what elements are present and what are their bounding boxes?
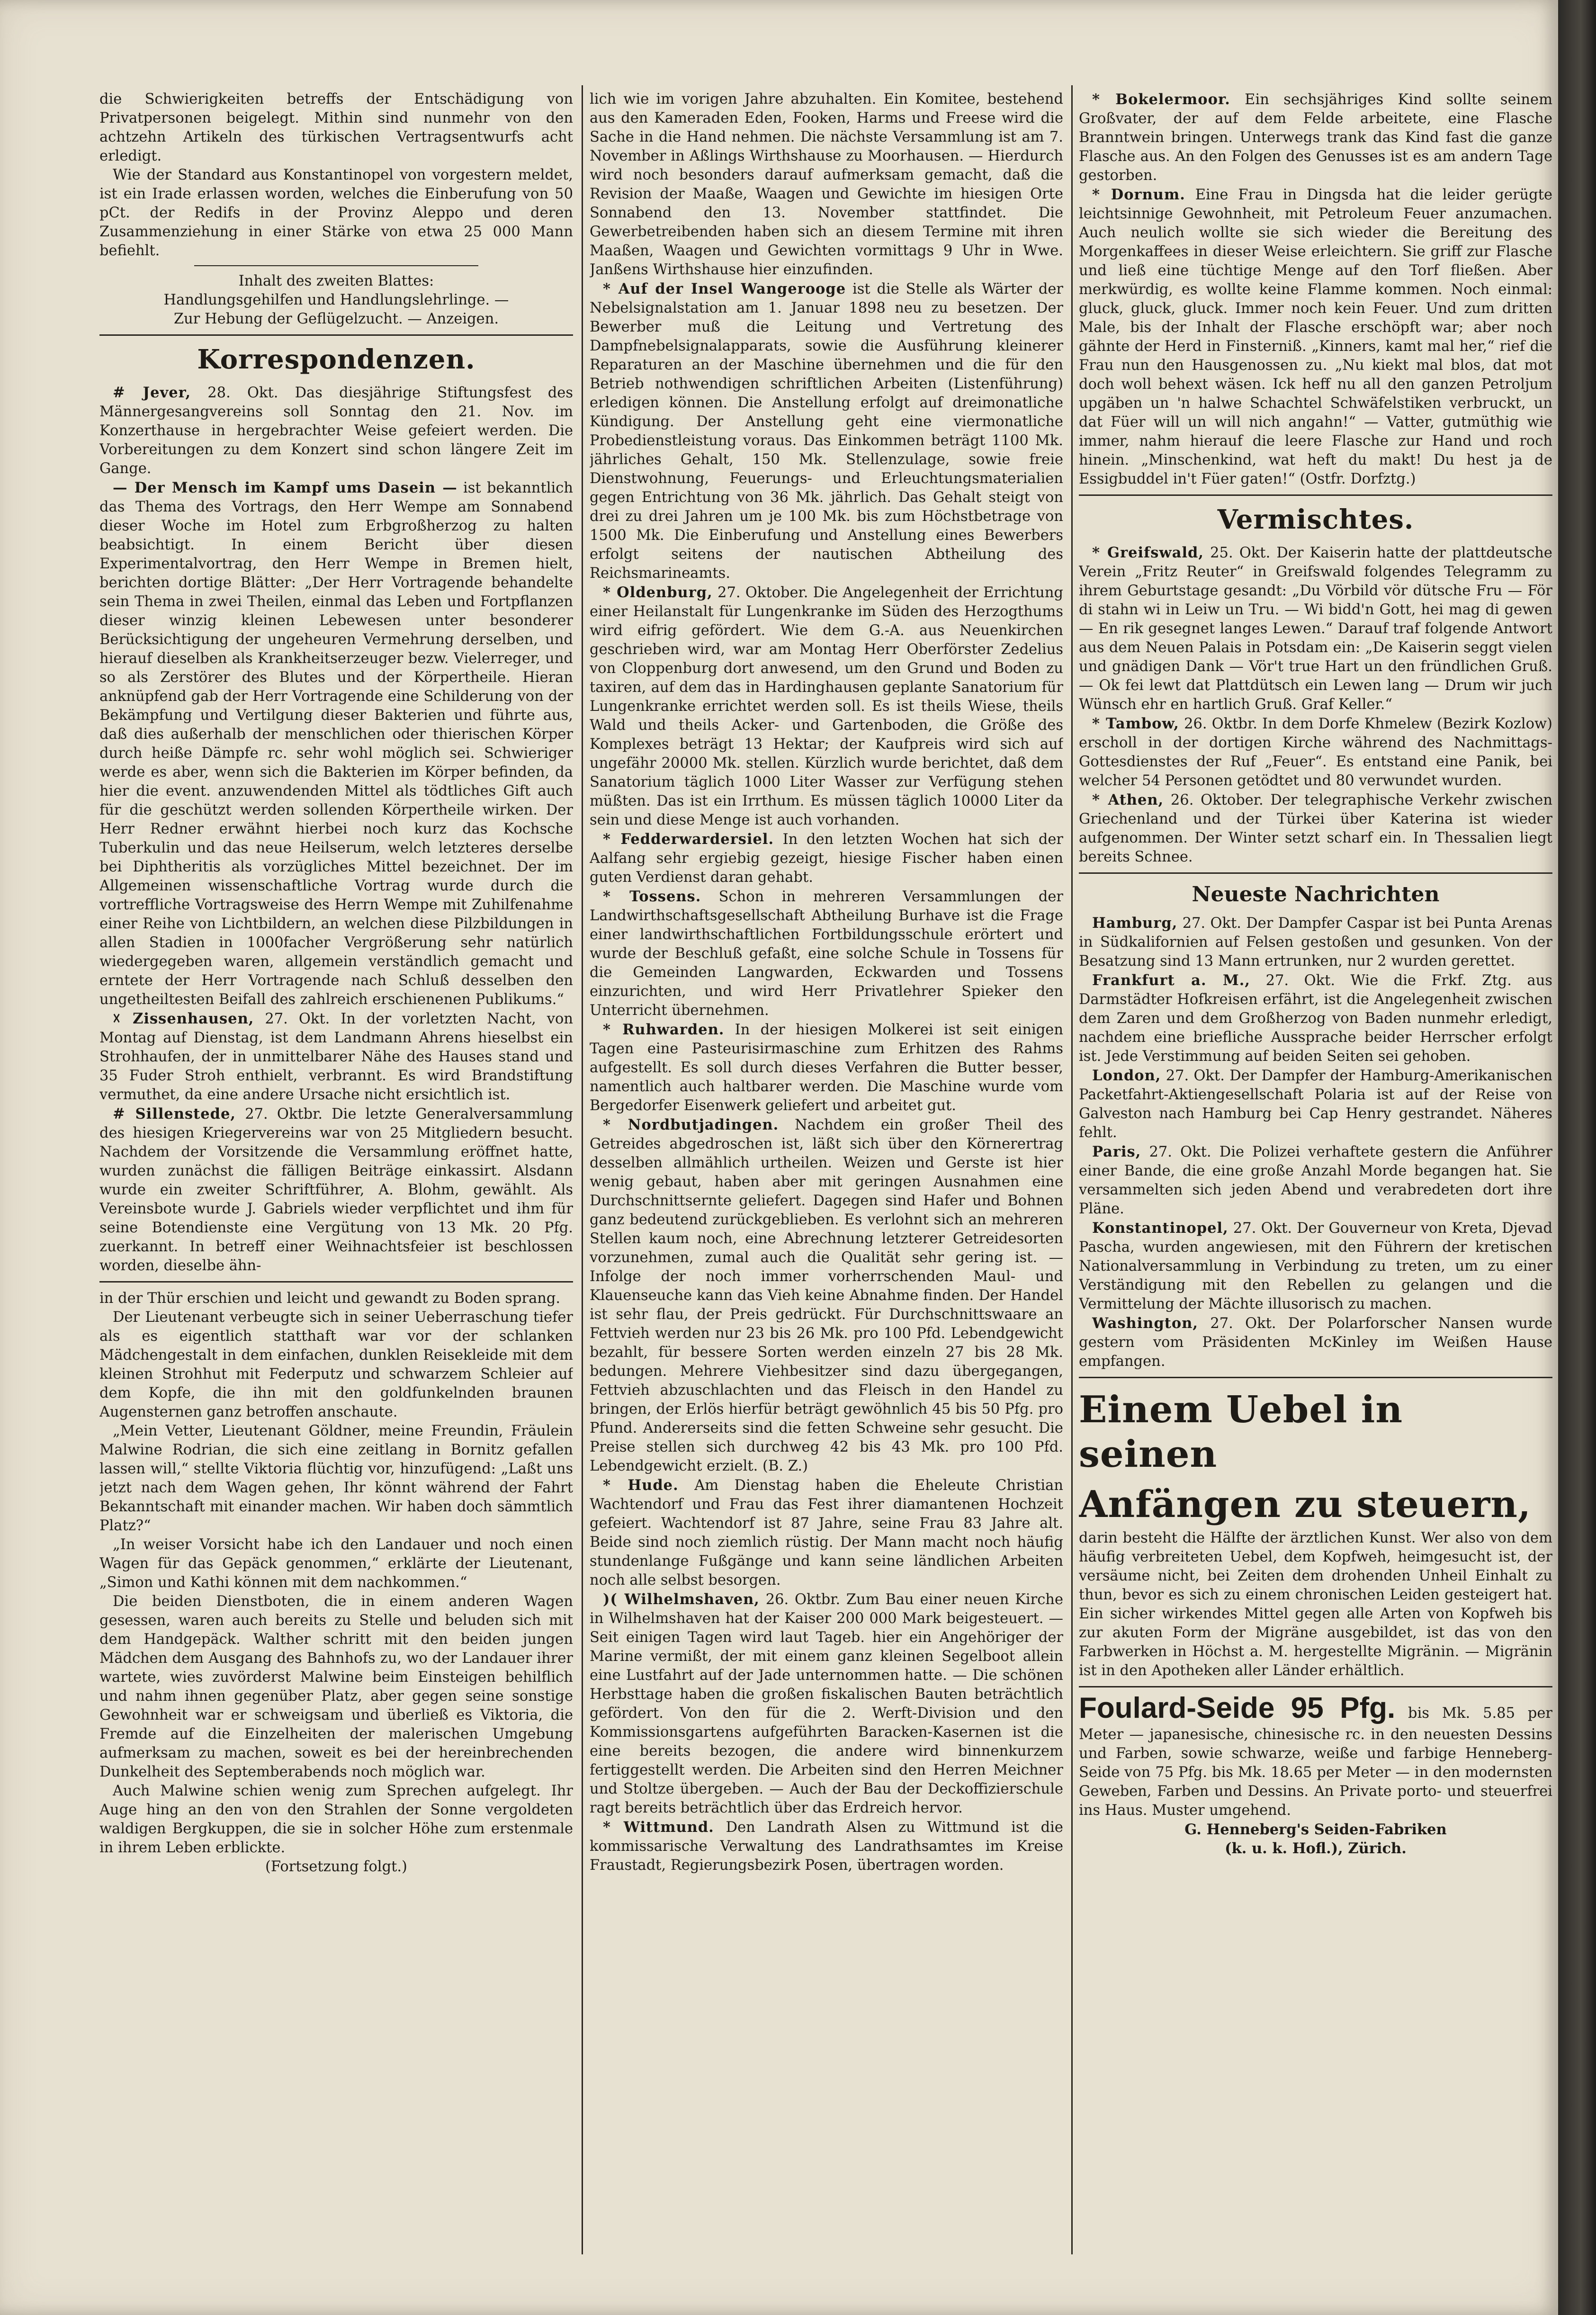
news-item: * Ruhwarden. In der hiesigen Molkerei ist seit einigen Tagen eine Pasteurisirmaschine zum Erhitzen des Rahms aufgestellt. Es soll durch dieses Verfahren die Butter besser, namentlich auch haltbarer werden. Die Maschine wurde vom Bergedorfer Eisenwerk geliefert und arbeitet gut. xyxy=(590,1021,1063,1114)
advertisement-foulard-seide xyxy=(1079,1686,1552,1858)
news-item: Hamburg, 27. Okt. Der Dampfer Caspar ist bei Punta Arenas in Südkalifornien auf Felsen gestoßen und gesunken. Von der Besatzung sind 13 Mann ertrunken, nur 2 wurden gerettet. xyxy=(1079,915,1552,969)
dateline: * Oldenburg, xyxy=(603,584,713,601)
news-item: * Dornum. Eine Frau in Dingsda hat die leider gerügte leichtsinnige Gewohnheit, mit Petroleum Feuer anzumachen. Auch neulich wollte sie sich wieder die Bereitung des Morgenkaffees in dieser Weise erleichtern. Sie griff zur Flasche und ließ eine tüchtige Menge auf den Torf fließen. Aber merkwürdig, es wollte keine Flamme kommen. Noch einmal: gluck, gluck, gluck. Immer noch kein Feuer. Und zum dritten Male, bis der Inhalt der Flasche erschöpft war; aber noch gähnte der Herd in Finsterniß. „Kinners, kamt mal her,“ rief die Frau nun den Hausgenossen zu. „Nu kiekt mal blos, dat mot doch woll behext wäsen. Ick heff nu all den ganzen Petroljum upgäben un 'n halwe Schachtel Schwäfelstiken verbruckt, un dat Füer will un will nich angahn!“ — Vatter, gutmüthig wie immer, nahm hierauf die leere Flasche zur Hand und roch hinein. „Minschenkind, wat heft du makt! Du hest ja de Essigbuddel in't Füer gaten!“ (Ostfr. Dorfztg.) xyxy=(1079,186,1552,487)
divider xyxy=(99,334,573,336)
dateline: * Hude. xyxy=(603,1477,679,1494)
dateline: # Jever, xyxy=(113,384,191,401)
ad-headline: Einem Uebel in seinen xyxy=(1079,1388,1403,1476)
article-paragraph: die Schwierigkeiten betreffs der Entschädigung von Privatpersonen beigelegt. Mithin sind nunmehr von den achtzehn Artikeln des türkischen Vertragsentwurfs acht erledigt. xyxy=(99,91,573,164)
dateline: * Dornum. xyxy=(1092,186,1185,203)
column-rule xyxy=(1071,85,1073,2254)
news-item: * Nordbutjadingen. Nachdem ein großer Theil des Getreides abgedroschen ist, läßt sich über den Körnerertrag desselben allmählich urtheilen. Weizen und Gerste ist hier wenig gebaut, haben aber mit geringen Ausnahmen eine Durchschnittsernte geliefert. Dagegen sind Hafer und Bohnen ganz bedeutend zurückgeblieben. Es verlohnt sich an mehreren Stellen kaum noch, eine Abrechnung letzterer Getreidesorten vorzunehmen, zumal auch die Qualität sehr gering ist. — Infolge der noch immer vorherrschenden Maul- und Klauenseuche kann das Vieh keine Abnahme finden. Der Handel ist sehr flau, der Preis gedrückt. Für Durchschnittswaare an Fettvieh werden nur 23 bis 26 Mk. pro 100 Pfd. Lebendgewicht bezahlt, für bessere Sorten werden einzeln 27 bis 28 Mk. bedungen. Mehrere Viehbesitzer sind dazu übergegangen, Fettvieh abzuschlachten und das Fleisch in den Handel zu bringen, der Erlös hierfür beträgt gewöhnlich 45 bis 50 Pfg. pro Pfund. Andererseits sind die fetten Schweine sehr gesucht. Die Preise stellen sich durchweg 42 bis 43 Mk. pro 100 Pfd. Lebendgewicht erzielt. (B. Z.) xyxy=(590,1116,1063,1474)
news-item: * Auf der Insel Wangerooge ist die Stelle als Wärter der Nebelsignalstation am 1. Januar 1898 neu zu besetzen. Der Bewerber muß die Leitung und Vertretung des Dampfnebelsignalapparats, sowie die Ausführung kleinerer Reparaturen an der Maschine übernehmen und die für den Betrieb nothwendigen schriftlichen Arbeiten (Listenführung) erledigen können. Die Anstellung erfolgt auf dreimonatliche Kündigung. Der Anstellung geht eine viermonatliche Probedienstleistung voraus. Das Einkommen beträgt 1100 Mk. jährliches Gehalt, 150 Mk. Stellenzulage, sowie freie Dienstwohnung, Feuerungs- und Erleuchtungsmaterialien gegen Entrichtung von 36 Mk. jährlich. Das Gehalt steigt von drei zu drei Jahren um je 100 Mk. bis zum Höchstbetrage von 1500 Mk. Die Einberufung und Anstellung eines Bewerbers erfolgt seitens der nautischen Abtheilung des Reichsmarineamts. xyxy=(590,280,1063,582)
news-item: * Tambow, 26. Oktbr. In dem Dorfe Khmelew (Bezirk Kozlow) erscholl in der dortigen Kirche während des Nachmittags-Gottesdienstes der Ruf „Feuer“. Es entstand eine Panik, bei welcher 54 Personen getödtet und 80 verwundet wurden. xyxy=(1079,715,1552,789)
dateline: # Sillenstede, xyxy=(113,1105,236,1122)
column-right xyxy=(1079,90,1552,2250)
serial-paragraph: Die beiden Dienstboten, die in einem anderen Wagen gesessen, waren auch bereits zu Stelle und beluden sich mit dem Handgepäck. Walther schritt mit den beiden jungen Mädchen dem Ausgang des Bahnhofs zu, wo der Landauer ihrer wartete, wies zuvörderst Malwine beim Einsteigen behilflich und nahm ihnen gegenüber Platz, aber gegen seine sonstige Gewohnheit war er schweigsam und überließ es Viktoria, die Fremde auf die Einzelheiten der malerischen Umgebung aufmerksam zu machen, soweit es bei der hereinbrechenden Dunkelheit des Septemberabends noch möglich war. xyxy=(99,1593,573,1780)
divider xyxy=(194,265,478,266)
news-item: * Bokelermoor. Ein sechsjähriges Kind sollte seinem Großvater, der auf dem Felde arbeitete, eine Flasche Branntwein bringen. Unterwegs trank das Kind fast die ganze Flasche aus. An den Folgen des Genusses ist es am andern Tage gestorben. xyxy=(1079,91,1552,184)
contents-title: Inhalt des zweiten Blattes: xyxy=(238,273,434,289)
advertisement-migraenin xyxy=(1079,1377,1552,1680)
ad-body: bis Mk. 5.85 per Meter — japanesische, chinesische rc. in den neuesten Dessins und Farben, sowie schwarze, weiße und farbige Henneberg-Seide von 75 Pfg. bis Mk. 18.65 per Meter — in den modernsten Geweben, Farben und Dessins. An Private porto- und steuerfrei ins Haus. Muster umgehend. xyxy=(1079,1705,1552,1819)
dateline: * Nordbutjadingen. xyxy=(603,1116,779,1133)
article-paragraph: lich wie im vorigen Jahre abzuhalten. Ein Komitee, bestehend aus den Kameraden Eden, Fooken, Harms und Freese wird die Sache in die Hand nehmen. Die nächste Versammlung ist am 7. November in Aßlings Wirthshause zu Moorhausen. — Hierdurch wird noch besonders darauf aufmerksam gemacht, daß die Revision der Maaße, Waagen und Gewichte im hiesigen Orte Sonnabend den 13. November stattfindet. Die Gewerbetreibenden haben sich an diesem Termine mit ihren Maaßen, Waagen und Gewichten vormittags 9 Uhr in Wwe. Janßens Wirthshause hier einzufinden. xyxy=(590,91,1063,278)
dateline: Konstantinopel, xyxy=(1092,1220,1228,1237)
divider xyxy=(1079,494,1552,496)
news-item: London, 27. Okt. Der Dampfer der Hamburg-Amerikanischen Packetfahrt-Aktiengesellschaft Polaria ist auf der Reise von Galveston nach Hamburg bei Cap Henry gestrandet. Näheres fehlt. xyxy=(1079,1067,1552,1141)
news-item: Washington, 27. Okt. Der Polarforscher Nansen wurde gestern vom Präsidenten McKinley im Weißen Hause empfangen. xyxy=(1079,1315,1552,1370)
ad-firm: G. Henneberg's Seiden-Fabriken xyxy=(1184,1821,1447,1838)
dateline: — Der Mensch im Kampf ums Dasein — xyxy=(113,479,457,496)
dateline: Paris, xyxy=(1092,1143,1141,1160)
dateline: Hamburg, xyxy=(1092,915,1178,932)
ad-headline: Anfängen zu steuern, xyxy=(1079,1483,1532,1526)
contents-line: Handlungsgehilfen und Handlungslehrlinge. — xyxy=(163,292,509,308)
dateline: * Fedderwardersiel. xyxy=(603,831,774,848)
news-item: * Tossens. Schon in mehreren Versammlungen der Landwirthschaftsgesellschaft Abtheilung Burhave ist die Frage einer landwirthschaftlichen Fortbildungsschule erörtert und wurde der Beschluß gefaßt, eine solche Schule in Tossens für die Gemeinden Langwarden, Eckwarden und Tossens einzurichten, und wird Herr Privatlehrer Spieker den Unterricht übernehmen. xyxy=(590,888,1063,1019)
dateline: * Greifswald, xyxy=(1092,544,1204,561)
serial-paragraph: in der Thür erschien und leicht und gewandt zu Boden sprang. xyxy=(99,1290,561,1307)
news-item: * Athen, 26. Oktober. Der telegraphische Verkehr zwischen Griechenland und der Türkei über Katerina ist wieder aufgenommen. Der Winter setzt scharf ein. In Thessalien liegt bereits Schnee. xyxy=(1079,791,1552,865)
news-item: * Oldenburg, 27. Oktober. Die Angelegenheit der Errichtung einer Heilanstalt für Lungenkranke im Süden des Herzogthums wird eifrig gefördert. Wie dem G.-A. aus Neuenkirchen geschrieben wird, war am Montag Herr Oberförster Zedelius von Cloppenburg dort anwesend, um den Grund und Boden zu taxiren, auf dem das in Hardinghausen geplante Sanatorium für Lungenkranke errichtet werden soll. Es ist theils Wiese, theils Wald und theils Acker- und Gartenboden, die Größe des Komplexes beträgt 13 Hektar; der Kaufpreis wird sich auf ungefähr 20000 Mk. stellen. Kürzlich wurde berichtet, daß dem Sanatorium täglich 1000 Liter Wasser zur Verfügung stehen müßten. Das ist ein Irrthum. Es müssen täglich 10000 Liter da sein und diese Menge ist auch vorhanden. xyxy=(590,584,1063,828)
section-heading-vermischtes: Vermischtes. xyxy=(1217,504,1414,535)
news-item: # Sillenstede, 27. Oktbr. Die letzte Generalversammlung des hiesigen Kriegervereins war von 25 Mitgliedern besucht. Nachdem der Vorsitzende die Versammlung eröffnet hatte, wurden zunächst die fälligen Beiträge einkassirt. Alsdann wurde ein zweiter Schriftführer, A. Blohm, gewählt. Als Vereinsbote wurde J. Gabriels wieder verpflichtet und ihm für seine Botendienste eine Vergütung von 13 Mk. 20 Pfg. zuerkannt. In betreff einer Weihnachtsfeier ist beschlossen worden, dieselbe ähn- xyxy=(99,1105,573,1274)
dateline: Frankfurt a. M., xyxy=(1092,972,1251,989)
dateline: * Tossens. xyxy=(603,888,701,905)
news-item: Konstantinopel, 27. Okt. Der Gouverneur von Kreta, Djevad Pascha, wurden angewiesen, mit den Führern der kretischen Nationalversammlung in Verbindung zu treten, um zu einer Verständigung mit den Rebellen zu gelangen und die Vermittelung der Mächte illusorisch zu machen. xyxy=(1079,1220,1552,1312)
dateline: ☓ Zissenhausen, xyxy=(113,1010,254,1027)
dateline: * Ruhwarden. xyxy=(603,1021,725,1038)
news-item: * Fedderwardersiel. In den letzten Wochen hat sich der Aalfang sehr ergiebig gezeigt, hiesige Fischer haben einen guten Verdienst daran gehabt. xyxy=(590,831,1063,886)
dateline: * Auf der Insel Wangerooge xyxy=(603,280,846,297)
column-middle xyxy=(590,90,1063,2250)
dateline: * Wittmund. xyxy=(603,1819,714,1836)
news-item: )( Wilhelmshaven, 26. Oktbr. Zum Bau einer neuen Kirche in Wilhelmshaven hat der Kaiser 200 000 Mark beigesteuert. — Seit einigen Tagen wird laut Tageb. hier ein Angehöriger der Marine vermißt, der mit einem ganz kleinen Segelboot allein eine Lustfahrt auf der Jade unternommen hatte. — Die schönen Herbsttage haben die großen fiskalischen Bauten beträchtlich gefördert. Von den für die 2. Werft-Division und den Kommissionsgartens aufgeführten Baracken-Kasernen ist die eine bereits bezogen, die andere wird binnenkurzem fertiggestellt werden. Die Arbeiten sind den Herren Meichner und Stoltze übergeben. — Auch der Bau der Deckoffizierschule ragt bereits beträchtlich über das Erdreich hervor. xyxy=(590,1591,1063,1816)
divider xyxy=(1079,872,1552,874)
dateline: )( Wilhelmshaven, xyxy=(603,1591,760,1608)
news-item: * Greifswald, 25. Okt. Der Kaiserin hatte der plattdeutsche Verein „Fritz Reuter“ in Greifswald folgendes Telegramm zu ihrem Geburtstage gesandt: „Du Vörbild vör dütsche Fru — För di stahn wi in Leiw un Tru. — Wi bidd'n Gott, hei mag di gewen — En rik gesegnet langes Lewen.“ Darauf traf folgende Antwort aus dem Neuen Palais in Potsdam ein: „De Kaiserin seggt vielen und gnädigen Dank — Vör't true Hart un den fründlichen Gruß. — Ok fei lewt dat Plattdütsch ein Lewen lang — Drum wir juch Wünsch ehr en hartlich Gruß. Graf Keller.“ xyxy=(1079,544,1552,713)
section-heading-korrespondenzen: Korrespondenzen. xyxy=(197,344,475,375)
serial-paragraph: Der Lieutenant verbeugte sich in seiner Ueberraschung tiefer als es eigentlich statthaft war vor der schlanken Mädchengestalt in dem einfachen, dunklen Reisekleide mit dem kleinen Strohhut mit Federputz und schwarzem Schleier auf dem Kopfe, die ihn mit den goldfunkelnden braunen Augensternen ganz betroffen anschaute. xyxy=(99,1309,573,1420)
continuation-note: (Fortsetzung folgt.) xyxy=(265,1858,407,1875)
news-item: ☓ Zissenhausen, 27. Okt. In der vorletzten Nacht, von Montag auf Dienstag, ist dem Landmann Ahrens hieselbst ein Strohhaufen, der in unmittelbarer Nähe des Hauses stand und 35 Fuder Stroh enthielt, verbrannt. Es wird Brandstiftung vermuthet, da eine andere Ursache nicht ersichtlich ist. xyxy=(99,1010,573,1103)
news-item: # Jever, 28. Okt. Das diesjährige Stiftungsfest des Männergesangvereins soll Sonntag den 21. Nov. im Konzerthause in hergebrachter Weise gefeiert werden. Die Vorbereitungen zu dem Konzert sind schon längere Zeit im Gange. xyxy=(99,384,573,477)
book-edge xyxy=(1558,0,1596,2315)
column-left xyxy=(99,90,573,2250)
serial-paragraph: „Mein Vetter, Lieutenant Göldner, meine Freundin, Fräulein Malwine Rodrian, die sich eine zeitlang in Bornitz gefallen lassen will,“ stellte Viktoria flüchtig vor, hinzufügend: „Laßt uns jetzt nach dem Wagen gehen, Ihr könnt während der Fahrt Bekanntschaft mit einander machen. Wir haben doch sämmtlich Platz?“ xyxy=(99,1423,573,1534)
news-item: * Wittmund. Den Landrath Alsen zu Wittmund ist die kommissarische Verwaltung des Landrathsamtes im Kreise Fraustadt, Regierungsbezirk Posen, übertragen worden. xyxy=(590,1819,1063,1874)
dateline: * Athen, xyxy=(1092,791,1164,808)
ad-body: darin besteht die Hälfte der ärztlichen Kunst. Wer also von dem häufig verbreiteten Uebel, dem Kopfweh, heimgesucht ist, der versäume nicht, bei Zeiten dem drohenden Unheil Einhalt zu thun, bevor es sich zu einem chronischen Leiden gesteigert hat. Ein sicher wirkendes Mittel gegen alle Arten von Kopfweh bis zur akuten Form der Migräne ausgebildet, ist das von den Farbwerken in Höchst a. M. hergestellte Migränin. — Migränin ist in den Apotheken aller Länder erhältlich. xyxy=(1079,1530,1552,1679)
news-item: * Hude. Am Dienstag haben die Eheleute Christian Wachtendorf und Frau das Fest ihrer diamantenen Hochzeit gefeiert. Wachtendorf ist 87 Jahre, seine Frau 83 Jahre alt. Beide sind noch ziemlich rüstig. Der Mann macht noch häufig stundenlange Fußgänge und kann seine ländlichen Arbeiten noch alle selbst besorgen. xyxy=(590,1477,1063,1588)
serial-paragraph: „In weiser Vorsicht habe ich den Landauer und noch einen Wagen für das Gepäck genommen,“ erklärte der Lieutenant, „Simon und Kathi können mit dem nachkommen.“ xyxy=(99,1536,573,1591)
dateline: London, xyxy=(1092,1067,1161,1084)
ad-headline: Foulard-Seide 95 Pfg. xyxy=(1079,1692,1396,1724)
news-item: Paris, 27. Okt. Die Polizei verhaftete gestern die Anführer einer Bande, die eine große Anzahl Morde begangen hat. Sie versammelten sich jeden Abend und verabredeten dort ihre Pläne. xyxy=(1079,1143,1552,1217)
dateline: * Tambow, xyxy=(1092,715,1179,732)
news-item: — Der Mensch im Kampf ums Dasein — ist bekanntlich das Thema des Vortrags, den Herr Wempe am Sonnabend dieser Woche im Hotel zum Erbgroßherzog zu halten beabsichtigt. In einem Bericht über diesen Experimentalvortrag, den Herr Wempe in Bremen hielt, berichten dortige Blätter: „Der Herr Vortragende behandelte sein Thema in zwei Theilen, einmal das Leben und Fortpflanzen dieser winzig kleinen Lebewesen unter besonderer Berücksichtigung der ungeheuren Vermehrung derselben, und hierauf dieselben als Krankheitserzeuger bezw. Vielerreger, und so als Zerstörer des Blutes und der Körpertheile. Hieran anknüpfend gab der Herr Vortragende eine Schilderung von der Bekämpfung und Vertilgung dieser Bakterien und führte aus, daß dies außerhalb der menschlichen oder thierischen Körper durch heiße Dämpfe rc. sehr wohl möglich sei. Schwieriger werde es aber, wenn sich die Bakterien im Körper befinden, da hier die event. anzuwendenden Mittel als tödtliches Gift auch für die geschützt werden sollenden Körpertheile wirken. Der Herr Redner erwähnt hierbei noch kurz das Kochsche Tuberkulin und das neue Heilserum, welch letzteres derselbe bei Diphtheritis als vorzügliches Mittel bezeichnet. Der im Allgemeinen wissenschaftliche Vortrag wurde durch die vortreffliche Vortragsweise des Herrn Wempe mit Zuhilfenahme einer Reihe von Lichtbildern, an welchen diese Pilzbildungen in allen Stadien in 1000facher Vergrößerung sehr natürlich wiedergegeben waren, allgemein verständlich gemacht und erntete der Herr Vortragende nach Schluß desselben den ungetheiltesten Beifall des zahlreich erschienenen Publikums.“ xyxy=(99,479,573,1008)
article-paragraph: Wie der Standard aus Konstantinopel von vorgestern meldet, ist ein Irade erlassen worden, welches die Einberufung von 50 pCt. der Redifs in der Provinz Aleppo und deren Zusammenziehung in einer Stärke von etwa 25 000 Mann befiehlt. xyxy=(99,167,573,259)
contents-line: Zur Hebung der Geflügelzucht. — Anzeigen. xyxy=(173,311,499,327)
serial-paragraph: Auch Malwine schien wenig zum Sprechen aufgelegt. Ihr Auge hing an den von den Strahlen der Sonne vergoldeten waldigen Bergkuppen, die sie in solcher Höhe zum erstenmale in ihrem Leben erblickte. xyxy=(99,1783,573,1856)
dateline: Washington, xyxy=(1092,1315,1199,1332)
news-item: Frankfurt a. M., 27. Okt. Wie die Frkf. Ztg. aus Darmstädter Hofkreisen erfährt, ist die Angelegenheit zwischen dem Zaren und dem Großherzog von Baden nunmehr erledigt, nachdem eine briefliche Aussprache beider Herrscher erfolgt ist. Jede Verstimmung auf beiden Seiten sei gehoben. xyxy=(1079,972,1552,1065)
ad-firm-location: (k. u. k. Hofl.), Zürich. xyxy=(1225,1840,1407,1857)
column-rule xyxy=(582,85,583,2254)
dateline: * Bokelermoor. xyxy=(1092,91,1230,108)
section-heading-neueste-nachrichten: Neueste Nachrichten xyxy=(1192,882,1440,906)
divider xyxy=(99,1281,573,1283)
